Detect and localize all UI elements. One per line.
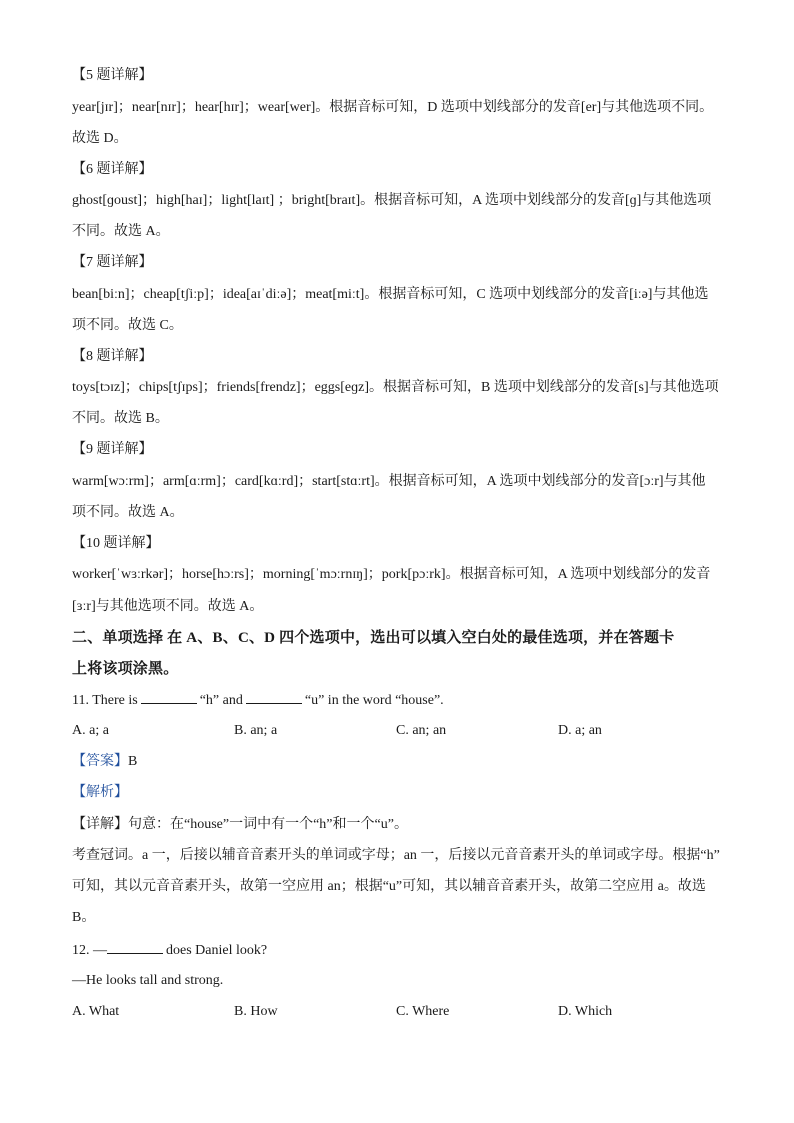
q11-blank-2 (246, 690, 302, 704)
part-2-title-line-1: 二、单项选择 在 A、B、C、D 四个选项中，选出可以填入空白处的最佳选项，并在答题卡 (72, 630, 675, 646)
q11-stem-part-a: 11. There is (72, 693, 138, 708)
section-9-header: 【9 题详解】 (72, 442, 153, 457)
q11-answer-label: 【答案】 (72, 754, 128, 769)
q11-detail (72, 815, 408, 835)
q12-stem-part-a: 12. — (72, 943, 107, 958)
q11-option-a: A. a; a (72, 723, 109, 738)
section-6-line-1: ghost[ɡoust]；high[haɪ]；light[laɪt] ；bright[braɪt]。根据音标可知，A 选项中划线部分的发音[ɡ]与其他选项 (72, 193, 712, 208)
q11-option-c: C. an; an (396, 723, 447, 738)
question-11-stem (72, 690, 444, 711)
q12-option-d: D. Which (558, 1004, 613, 1019)
q11-detail-text: 句意：在“house”一词中有一个“h”和一个“u”。 (128, 817, 408, 832)
q12-option-c: C. Where (396, 1004, 450, 1019)
question-12-stem (72, 940, 267, 961)
section-6-line-2: 不同。故选 A。 (72, 224, 170, 239)
q12-blank (107, 940, 163, 954)
section-5-header: 【5 题详解】 (72, 68, 153, 83)
section-9-line-1: warm[wɔːrm]；arm[ɑːrm]；card[kɑːrd]；start[stɑːrt]。根据音标可知，A 选项中划线部分的发音[ɔːr]与其他 (72, 474, 706, 489)
section-7-header: 【7 题详解】 (72, 255, 153, 270)
q11-option-d: D. a; an (558, 723, 602, 738)
section-5-line-1: year[jɪr]；near[nɪr]；hear[hɪr]；wear[wer]。根据音标可知，D 选项中划线部分的发音[er]与其他选项不同。 (72, 100, 714, 115)
q11-explain-line-2: 可知，其以元音音素开头，故第一空应用 an；根据“u”可知，其以辅音音素开头，故第二空应用 a。故选 (72, 879, 706, 894)
section-6-header: 【6 题详解】 (72, 162, 153, 177)
q11-explain-line-1: 考查冠词。a 一，后接以辅音音素开头的单词或字母；an 一，后接以元音音素开头的单词或字母。根据“h” (72, 848, 720, 863)
part-2-title-line-2: 上将该项涂黑。 (72, 661, 179, 677)
q12-option-b: B. How (234, 1004, 278, 1019)
section-8-header: 【8 题详解】 (72, 349, 153, 364)
q12-reply: —He looks tall and strong. (72, 973, 224, 988)
q11-detail-label: 【详解】 (72, 817, 128, 832)
section-10-line-2: [ɜːr]与其他选项不同。故选 A。 (72, 599, 264, 614)
section-10-line-1: worker[ˈwɜːrkər]；horse[hɔːrs]；morning[ˈmɔːrnɪŋ]；pork[pɔːrk]。根据音标可知，A 选项中划线部分的发音 (72, 567, 711, 582)
section-7-line-1: bean[biːn]；cheap[tʃiːp]；idea[aɪˈdiːə]；meat[miːt]。根据音标可知，C 选项中划线部分的发音[iːə]与其他选 (72, 287, 709, 302)
q11-option-b: B. an; a (234, 723, 278, 738)
q12-option-a: A. What (72, 1004, 120, 1019)
section-9-line-2: 项不同。故选 A。 (72, 505, 184, 520)
q11-answer-value: B (128, 754, 138, 769)
section-8-line-1: toys[tɔɪz]；chips[tʃɪps]；friends[frendz]；eggs[eɡz]。根据音标可知，B 选项中划线部分的发音[s]与其他选项 (72, 380, 719, 395)
q11-explain-line-3: B。 (72, 910, 96, 925)
q11-stem-part-b: “h” and (199, 693, 243, 708)
q11-stem-part-c: “u” in the word “house”. (304, 693, 444, 708)
section-10-header: 【10 题详解】 (72, 536, 160, 551)
section-5-line-2: 故选 D。 (72, 131, 128, 146)
q12-stem-part-b: does Daniel look? (166, 943, 268, 958)
q11-blank-1 (141, 690, 197, 704)
q11-analysis-label: 【解析】 (72, 785, 128, 800)
section-7-line-2: 项不同。故选 C。 (72, 318, 183, 333)
q11-answer (72, 752, 137, 772)
section-8-line-2: 不同。故选 B。 (72, 411, 169, 426)
